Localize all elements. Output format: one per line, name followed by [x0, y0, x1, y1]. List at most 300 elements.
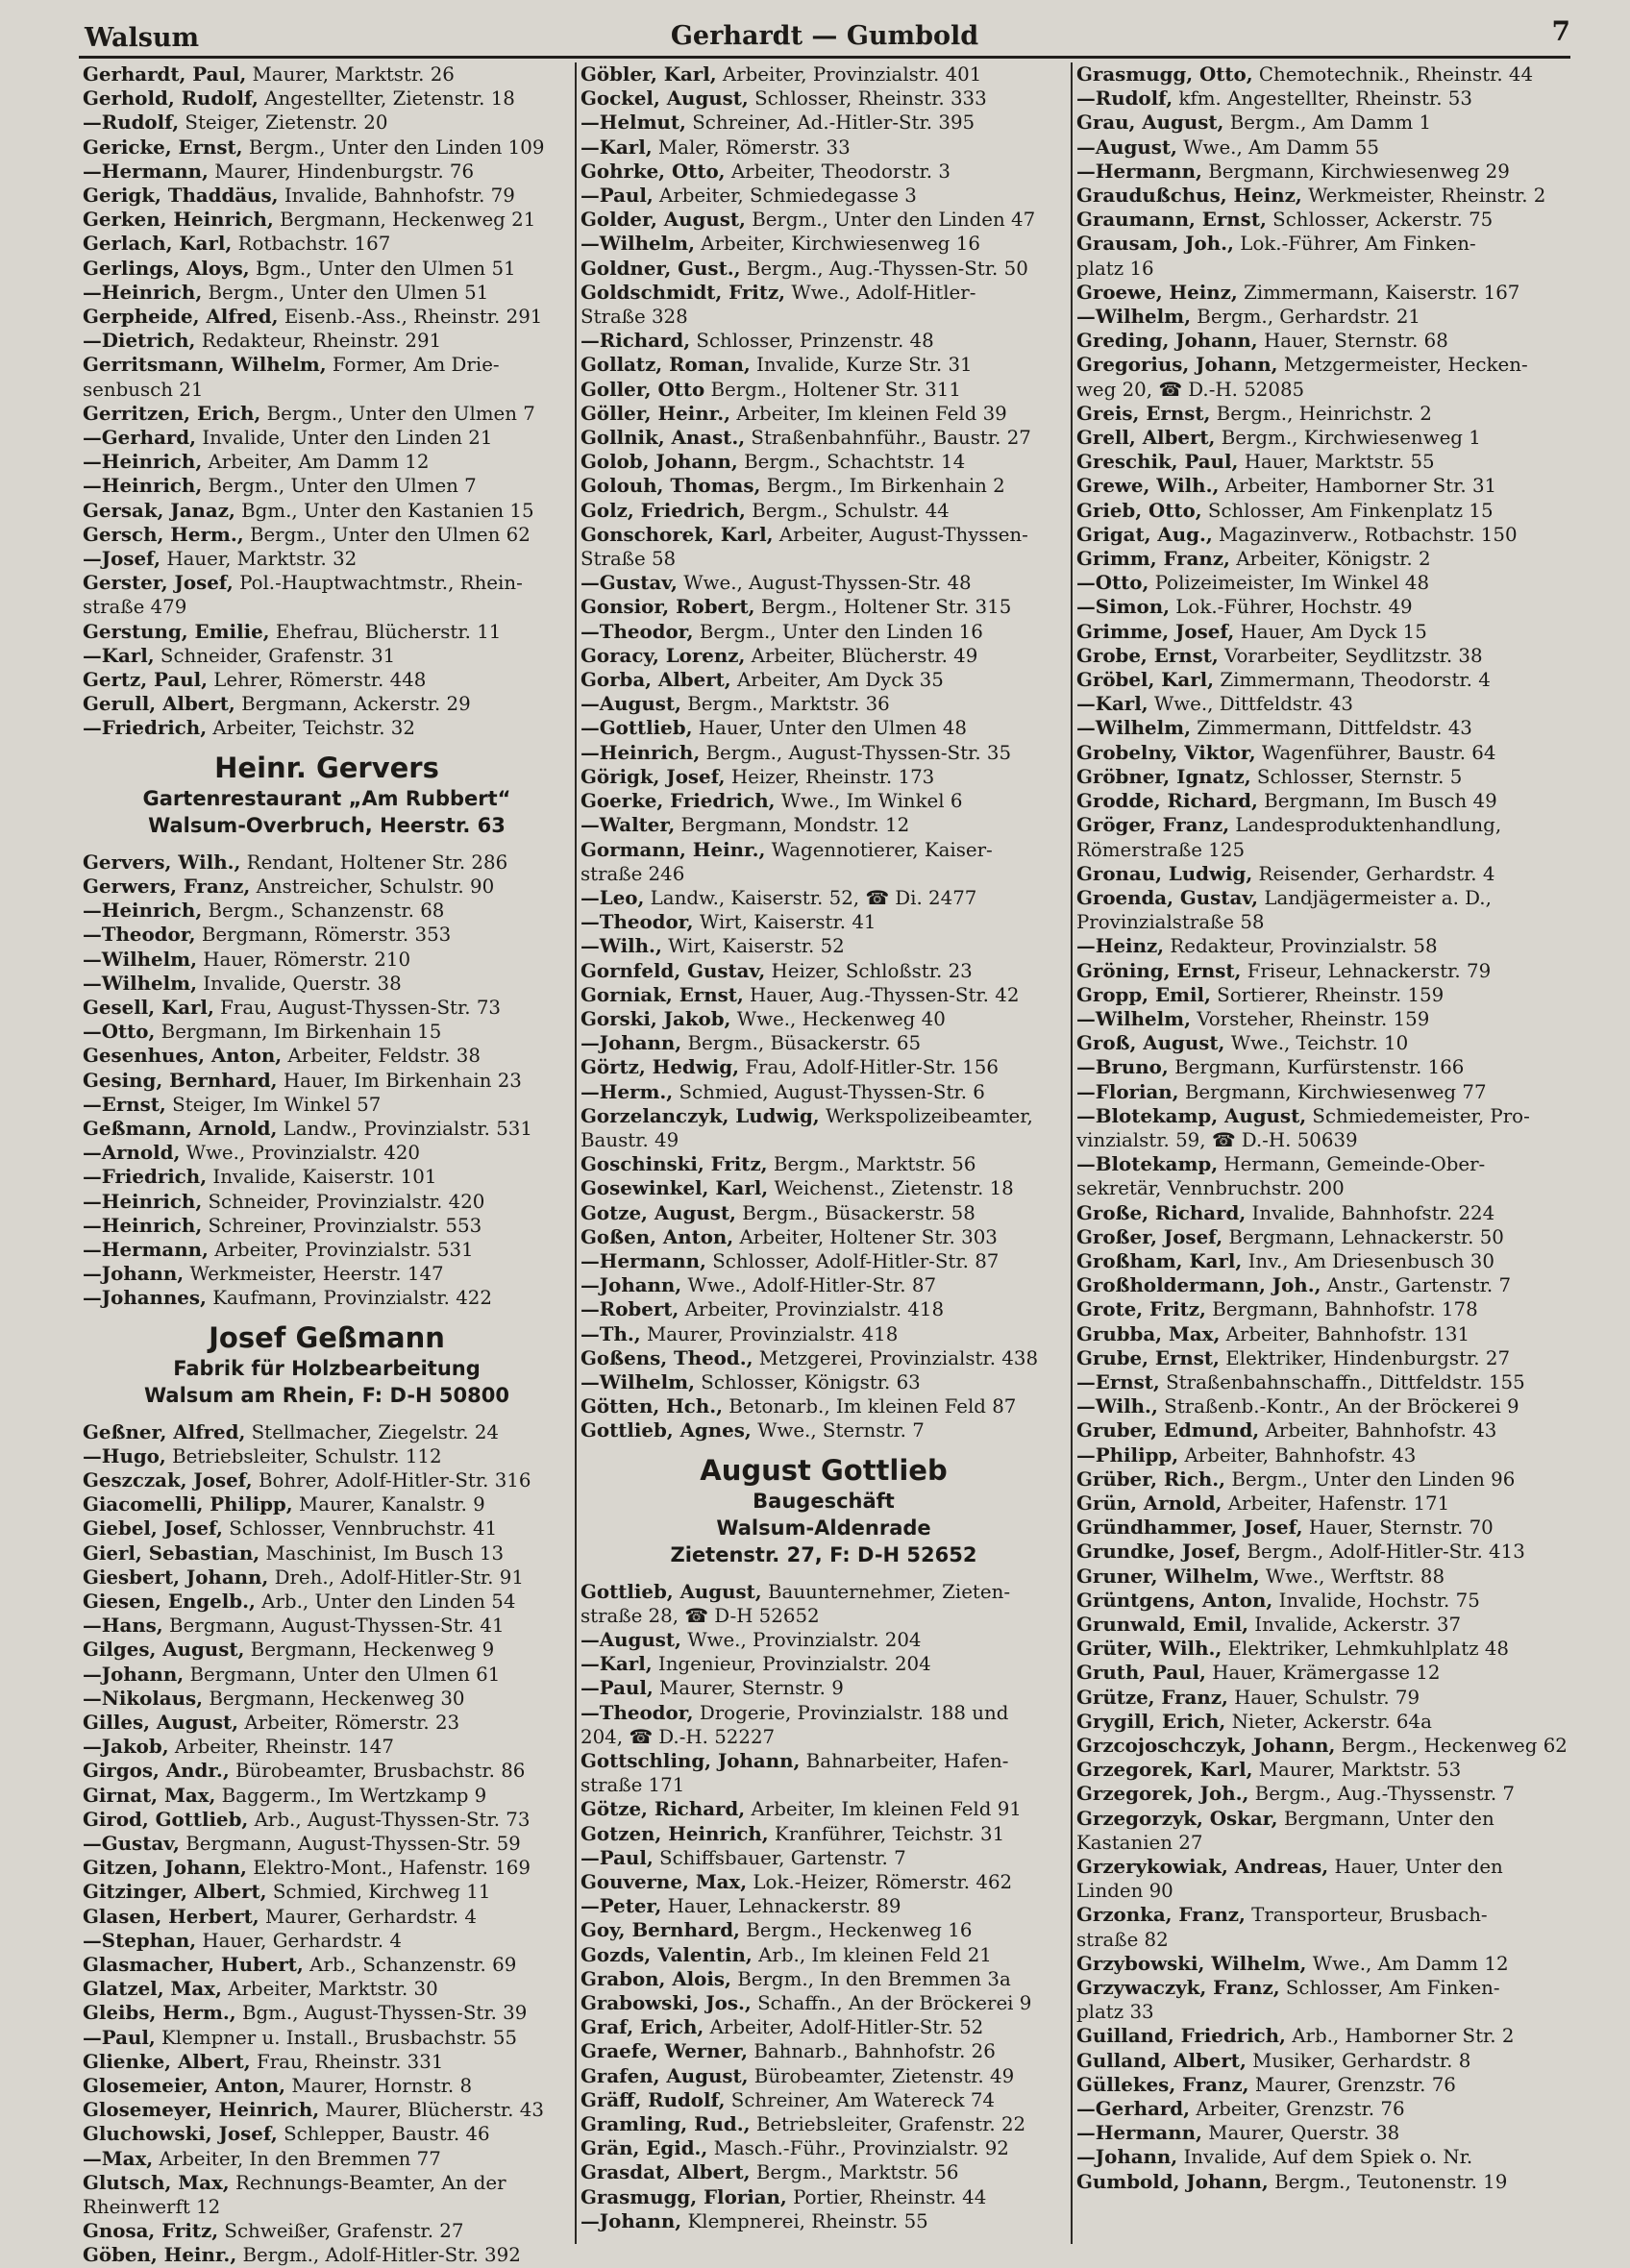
ad-title: Heinr. Gervers — [214, 751, 439, 784]
directory-entry — [83, 474, 571, 498]
entry-name: Grygill, Erich, — [1076, 1709, 1226, 1733]
entry-details: Schneider, Provinzialstr. 420 — [208, 1190, 485, 1213]
directory-entry — [580, 1104, 1067, 1128]
entry-name: —Max, — [83, 2146, 154, 2170]
entry-details: Bergmann, Kirchwiesenweg 77 — [1184, 1080, 1487, 1103]
entry-details: Schmied, Kirchweg 11 — [272, 1881, 491, 1904]
entry-details: Bergmann, August-Thyssen-Str. 41 — [169, 1615, 505, 1638]
entry-details: Hauer, Römerstr. 210 — [203, 948, 411, 971]
entry-name: Grzegorzyk, Oskar, — [1076, 1806, 1278, 1830]
directory-entry — [580, 1297, 1067, 1321]
directory-entry — [580, 2112, 1067, 2136]
directory-entry — [1076, 1976, 1563, 2000]
entry-name: Gotze, August, — [580, 1200, 736, 1224]
entry-details: Schneider, Grafenstr. 31 — [160, 644, 396, 667]
entry-name: —Gerhard, — [83, 426, 197, 450]
entry-name: —Heinz, — [1076, 934, 1165, 958]
directory-entry — [83, 1141, 571, 1165]
entry-name: Güllekes, Franz, — [1076, 2072, 1249, 2096]
entry-details: Bergm., Unter den Linden 47 — [752, 209, 1036, 232]
directory-entry — [83, 62, 571, 86]
directory-entry — [1076, 934, 1563, 958]
entry-name: —Robert, — [580, 1297, 679, 1321]
entry-details: Inv., Am Driesenbusch 30 — [1247, 1249, 1494, 1272]
directory-entry — [83, 1832, 571, 1856]
ad-title: Josef Geßmann — [209, 1320, 445, 1354]
entry-name: Gosewinkel, Karl, — [580, 1176, 769, 1200]
directory-entry — [1076, 1540, 1563, 1564]
entry-name: Gerlings, Aloys, — [83, 256, 250, 280]
entry-details: Wirt, Kaiserstr. 52 — [668, 935, 845, 958]
entry-name: Glosemeier, Anton, — [83, 2074, 286, 2098]
entry-continuation — [1076, 838, 1563, 862]
entry-name: Gonsior, Robert, — [580, 595, 755, 619]
entry-name: —Stephan, — [83, 1928, 197, 1952]
entry-name: —Karl, — [1076, 692, 1148, 716]
directory-entry — [1076, 1152, 1563, 1176]
entry-details: Hauer, Sternstr. 68 — [1263, 330, 1448, 353]
entry-name: —Wilh., — [580, 934, 662, 958]
entry-details: Schreiner, Am Watereck 74 — [730, 2088, 996, 2111]
directory-entry — [1076, 1467, 1563, 1491]
entry-name: —Wilhelm, — [83, 971, 197, 995]
entry-continuation — [1076, 378, 1563, 402]
entry-name: —Hans, — [83, 1614, 163, 1638]
entry-name: Giacomelli, Philipp, — [83, 1492, 293, 1516]
entry-details: Schlosser, Am Finken- — [1285, 1977, 1500, 2000]
entry-name: Gerhardt, Paul, — [83, 62, 247, 86]
entry-continuation — [580, 1128, 1067, 1152]
entry-details: Straße 328 — [580, 306, 688, 329]
entry-details: Arbeiter, In den Bremmen 77 — [159, 2147, 441, 2170]
entry-name: Goldschmidt, Fritz, — [580, 280, 786, 304]
directory-entry — [1076, 959, 1563, 983]
entry-details: straße 246 — [580, 862, 685, 885]
entry-name: —Heinrich, — [83, 474, 203, 498]
entry-name: Guilland, Friedrich, — [1076, 2024, 1286, 2048]
entry-details: Bergm., Marktstr. 56 — [755, 2161, 959, 2184]
entry-details: Arbeiter, Marktstr. 30 — [228, 1978, 438, 2001]
entry-details: Landw., Kaiserstr. 52, ☎ Di. 2477 — [650, 886, 977, 909]
directory-entry — [83, 972, 571, 996]
entry-details: Hauer, Unter den Ulmen 48 — [698, 717, 967, 740]
entry-name: —Friedrich, — [83, 1165, 208, 1189]
entry-details: Arbeiter, August-Thyssen- — [778, 523, 1028, 546]
entry-details: Polizeimeister, Im Winkel 48 — [1154, 572, 1430, 595]
entry-details: Bergm., Heinrichstr. 2 — [1216, 402, 1432, 425]
entry-continuation — [83, 378, 571, 402]
directory-entry — [1076, 741, 1563, 765]
entry-details: platz 33 — [1076, 2001, 1154, 2024]
entry-name: Geszczak, Josef, — [83, 1467, 253, 1491]
advertisement — [580, 1453, 1067, 1568]
entry-details: senbusch 21 — [83, 378, 204, 401]
directory-entry — [1076, 329, 1563, 353]
entry-name: Gröning, Ernst, — [1076, 958, 1242, 982]
entry-details: 204, ☎ D.-H. 52227 — [580, 1725, 776, 1748]
directory-entry — [580, 402, 1067, 426]
directory-entry — [580, 1152, 1067, 1176]
directory-entry — [580, 2064, 1067, 2088]
directory-entry — [1076, 450, 1563, 474]
entry-details: Bergmann, Ackerstr. 29 — [241, 693, 471, 716]
entry-continuation — [1076, 910, 1563, 934]
entry-details: Bergm., Marktstr. 36 — [687, 693, 890, 716]
directory-entry — [83, 1614, 571, 1638]
entry-name: Gervers, Wilh., — [83, 850, 241, 874]
entry-name: Geßmann, Arnold, — [83, 1116, 278, 1140]
entry-details: Hermann, Gemeinde-Ober- — [1223, 1153, 1486, 1176]
entry-name: —Johann, — [83, 1262, 185, 1286]
entry-name: Geßner, Alfred, — [83, 1419, 246, 1443]
entry-name: Grüter, Wilh., — [1076, 1637, 1222, 1661]
entry-name: Grzywaczyk, Franz, — [1076, 1976, 1280, 2000]
directory-entry — [83, 571, 571, 595]
entry-name: —Wilhelm, — [1076, 305, 1191, 329]
directory-entry — [83, 1286, 571, 1310]
entry-name: —Theodor, — [580, 619, 694, 643]
directory-entry — [580, 1870, 1067, 1894]
entry-name: —Walter, — [580, 813, 676, 837]
directory-entry — [580, 232, 1067, 256]
entry-details: Lok.-Heizer, Römerstr. 462 — [753, 1871, 1013, 1894]
directory-entry — [580, 789, 1067, 813]
entry-details: Bergmann, Im Birkenhain 15 — [161, 1021, 442, 1044]
entry-name: Gerhold, Rudolf, — [83, 86, 259, 111]
entry-details: Invalide, Bahnhofstr. 224 — [1251, 1201, 1495, 1224]
directory-entry — [1076, 765, 1563, 789]
entry-name: —Paul, — [83, 2025, 156, 2049]
directory-entry — [83, 996, 571, 1020]
entry-name: —Gottlieb, — [580, 716, 693, 740]
entry-name: Grzerykowiak, Andreas, — [1076, 1855, 1329, 1879]
entry-name: Gerull, Albert, — [83, 692, 235, 716]
entry-name: Gerlach, Karl, — [83, 232, 233, 256]
entry-details: Maurer, Kanalstr. 9 — [298, 1493, 485, 1516]
entry-details: Former, Am Drie- — [332, 354, 500, 377]
entry-name: Grzegorek, Karl, — [1076, 1758, 1253, 1782]
directory-entry — [580, 1418, 1067, 1442]
entry-name: Grabowski, Jos., — [580, 1991, 752, 2015]
entry-details: Bergm., Holtener Str. 315 — [760, 596, 1012, 619]
entry-name: Grüber, Rich., — [1076, 1467, 1226, 1491]
entry-name: —Simon, — [1076, 595, 1170, 619]
column-2 — [575, 62, 1071, 2244]
entry-name: Gropp, Emil, — [1076, 982, 1211, 1006]
directory-entry — [580, 2015, 1067, 2039]
directory-entry — [1076, 1031, 1563, 1055]
directory-entry — [83, 1238, 571, 1262]
directory-entry — [580, 1676, 1067, 1700]
directory-entry — [1076, 1007, 1563, 1031]
entry-details: Bergm., Gerhardstr. 21 — [1197, 306, 1421, 329]
directory-entry — [1076, 1758, 1563, 1782]
entry-name: —Ernst, — [83, 1092, 166, 1116]
entry-details: Werkmeister, Rheinstr. 2 — [1308, 185, 1546, 208]
directory-entry — [1076, 2024, 1563, 2048]
entry-details: Hauer, Marktstr. 32 — [166, 548, 358, 571]
entry-details: Straßenbahnschaffn., Dittfeldstr. 155 — [1166, 1370, 1525, 1393]
entry-name: Gröbner, Ignatz, — [1076, 764, 1251, 788]
entry-details: Bergm., Schachtstr. 14 — [744, 451, 966, 474]
entry-name: Glutsch, Max, — [83, 2170, 230, 2194]
entry-details: Bergm., Adolf-Hitler-Str. 413 — [1247, 1541, 1525, 1564]
directory-entry — [83, 499, 571, 523]
entry-details: Straßenbahnführ., Baustr. 27 — [751, 427, 1031, 450]
entry-name: Grau, August, — [1076, 111, 1224, 135]
entry-details: Wwe., August-Thyssen-Str. 48 — [683, 572, 972, 595]
entry-name: Görtz, Hedwig, — [580, 1055, 740, 1079]
directory-entry — [1076, 1516, 1563, 1540]
directory-entry — [580, 2088, 1067, 2112]
entry-details: Kranführer, Teichstr. 31 — [774, 1822, 1005, 1845]
entry-details: Musiker, Gerhardstr. 8 — [1252, 2049, 1471, 2072]
entry-name: Girod, Gottlieb, — [83, 1807, 249, 1831]
entry-details: Bergm., Aug.-Thyssenstr. 7 — [1254, 1783, 1515, 1806]
directory-entry — [83, 1590, 571, 1614]
directory-entry — [580, 2160, 1067, 2184]
ad-line: Walsum-Aldenrade — [716, 1516, 931, 1540]
ad-line: Fabrik für Holzbearbeitung — [173, 1356, 481, 1380]
entry-name: Gericke, Ernst, — [83, 135, 243, 159]
directory-entry — [1076, 86, 1563, 111]
entry-name: Gottlieb, Agnes, — [580, 1418, 752, 1442]
entry-details: Bergm., Unter den Linden 16 — [699, 620, 983, 643]
directory-entry — [580, 910, 1067, 934]
entry-details: Wwe., Adolf-Hitler- — [791, 281, 976, 304]
entry-details: Wwe., Heckenweg 40 — [736, 1007, 946, 1030]
directory-entry — [1076, 1952, 1563, 1976]
entry-details: Stellmacher, Ziegelstr. 24 — [251, 1420, 500, 1443]
directory-entry — [83, 2171, 571, 2195]
entry-name: Gockel, August, — [580, 86, 749, 111]
directory-entry — [83, 850, 571, 875]
entry-name: —Wilhelm, — [83, 947, 197, 971]
directory-entry — [580, 329, 1067, 353]
entry-name: Grigat, Aug., — [1076, 522, 1213, 546]
entry-details: Maurer, Gerhardstr. 4 — [264, 1905, 477, 1928]
directory-entry — [1076, 1273, 1563, 1297]
directory-entry — [580, 523, 1067, 547]
directory-entry — [83, 1044, 571, 1068]
entry-details: Masch.-Führ., Provinzialstr. 92 — [713, 2137, 1009, 2160]
directory-entry — [83, 1880, 571, 1904]
entry-name: Grimme, Josef, — [1076, 619, 1235, 643]
entry-details: Heizer, Schloßstr. 23 — [771, 959, 973, 982]
advertisement — [83, 1320, 571, 1409]
entry-name: —Heinrich, — [83, 1189, 203, 1213]
entry-name: Grimm, Franz, — [1076, 547, 1230, 571]
entry-details: Bürobeamter, Zietenstr. 49 — [753, 2064, 1015, 2087]
entry-details: Elektro-Mont., Hafenstr. 169 — [253, 1857, 531, 1880]
entry-details: Bergm., August-Thyssen-Str. 35 — [705, 741, 1012, 764]
directory-entry — [83, 184, 571, 208]
directory-entry — [580, 571, 1067, 595]
directory-entry — [1076, 1661, 1563, 1685]
entry-details: Arbeiter, Provinzialstr. 531 — [214, 1238, 474, 1261]
entry-name: Gnosa, Fritz, — [83, 2219, 219, 2243]
entry-details: Schlepper, Baustr. 46 — [284, 2123, 490, 2146]
directory-entry — [83, 232, 571, 256]
entry-details: Bahnarb., Bahnhofstr. 26 — [753, 2040, 996, 2063]
page-number: 7 — [1551, 15, 1570, 47]
entry-details: Elektriker, Lehmkuhlplatz 48 — [1227, 1638, 1510, 1661]
entry-details: Arbeiter, Kirchwiesenweg 16 — [701, 233, 980, 256]
directory-entry — [83, 523, 571, 547]
directory-entry — [83, 450, 571, 474]
directory-entry — [580, 1201, 1067, 1225]
directory-entry — [580, 1580, 1067, 1604]
entry-details: Bergm., Unter den Linden 96 — [1231, 1467, 1516, 1491]
entry-name: Gorski, Jakob, — [580, 1006, 731, 1030]
directory-entry — [580, 620, 1067, 644]
entry-continuation — [83, 2195, 571, 2219]
entry-details: Nieter, Ackerstr. 64a — [1231, 1710, 1432, 1733]
directory-entry — [1076, 1104, 1563, 1128]
directory-entry — [580, 378, 1067, 402]
columns — [79, 62, 1570, 2267]
directory-entry — [83, 426, 571, 450]
directory-entry — [83, 1492, 571, 1516]
entry-name: Graefe, Werner, — [580, 2039, 749, 2063]
entry-name: —Herm., — [580, 1079, 674, 1103]
directory-entry — [83, 1069, 571, 1093]
entry-details: Zimmermann, Kaiserstr. 167 — [1244, 281, 1520, 304]
directory-entry — [580, 1055, 1067, 1079]
entry-details: Arbeiter, Grenzstr. 76 — [1196, 2098, 1405, 2121]
entry-name: Graumann, Ernst, — [1076, 208, 1267, 232]
entry-name: Großham, Karl, — [1076, 1248, 1243, 1272]
entry-details: Arbeiter, Feldstr. 38 — [287, 1045, 481, 1068]
directory-entry — [1076, 2145, 1563, 2169]
directory-entry — [83, 668, 571, 692]
entry-name: Gronau, Ludwig, — [1076, 861, 1253, 885]
entry-name: Goy, Bernhard, — [580, 1918, 740, 1942]
directory-entry — [580, 983, 1067, 1007]
directory-entry — [580, 257, 1067, 281]
entry-name: Gluchowski, Josef, — [83, 2122, 278, 2146]
directory-entry — [83, 1262, 571, 1286]
directory-entry — [83, 2147, 571, 2171]
directory-entry — [580, 934, 1067, 958]
entry-name: Gesell, Karl, — [83, 995, 214, 1019]
directory-entry — [1076, 2121, 1563, 2145]
entry-details: Reisender, Gerhardstr. 4 — [1258, 862, 1495, 885]
entry-name: Gouverne, Max, — [580, 1870, 748, 1894]
directory-entry — [580, 1322, 1067, 1346]
entry-continuation — [580, 862, 1067, 886]
directory-entry — [83, 257, 571, 281]
directory-entry — [83, 2243, 571, 2267]
directory-entry — [1076, 1686, 1563, 1710]
entry-details: Baustr. 49 — [580, 1128, 679, 1151]
entry-details: Zimmermann, Theodorstr. 4 — [1220, 669, 1491, 692]
entry-name: —Heinrich, — [83, 899, 203, 923]
entry-name: Goßens, Theod., — [580, 1345, 753, 1369]
entry-name: Giesbert, Johann, — [83, 1565, 269, 1589]
directory-entry — [580, 1822, 1067, 1846]
directory-entry — [83, 1856, 571, 1880]
entry-name: Grabon, Alois, — [580, 1966, 731, 1990]
entry-details: Vorsteher, Rheinstr. 159 — [1197, 1007, 1430, 1030]
entry-name: Gormann, Heinr., — [580, 837, 766, 861]
entry-name: —Wilhelm, — [580, 1369, 695, 1393]
directory-entry — [83, 402, 571, 426]
entry-name: —August, — [1076, 135, 1177, 159]
entry-details: Bergmann, Kirchwiesenweg 29 — [1208, 160, 1510, 183]
directory-entry — [1076, 2049, 1563, 2073]
directory-entry — [1076, 1734, 1568, 1758]
entry-name: —Bruno, — [1076, 1055, 1169, 1079]
entry-name: Grüntgens, Anton, — [1076, 1588, 1273, 1612]
entry-name: —Johann, — [1076, 2145, 1178, 2169]
directory-entry — [83, 899, 571, 923]
entry-name: Gorniak, Ernst, — [580, 982, 744, 1006]
entry-details: Metzgerei, Provinzialstr. 438 — [758, 1346, 1039, 1369]
entry-details: Bergm., Unter den Ulmen 51 — [208, 281, 489, 304]
directory-entry — [580, 1943, 1067, 1967]
directory-entry — [580, 2185, 1067, 2209]
entry-name: Goldner, Gust., — [580, 256, 741, 280]
directory-entry — [580, 644, 1067, 668]
directory-entry — [83, 2001, 571, 2025]
directory-entry — [1076, 1782, 1563, 1806]
entry-details: kfm. Angestellter, Rheinstr. 53 — [1178, 87, 1472, 111]
entry-details: Schreiner, Provinzialstr. 553 — [208, 1214, 482, 1237]
advertisement — [83, 751, 571, 839]
directory-entry — [580, 136, 1067, 160]
entry-details: Bergm., Unter den Ulmen 62 — [249, 523, 531, 546]
entry-details: Frau, Rheinstr. 331 — [256, 2050, 444, 2073]
entry-details: Bergmann, Unter den — [1283, 1807, 1494, 1830]
entry-name: Gerigk, Thaddäus, — [83, 184, 279, 208]
entry-name: Girgos, Andr., — [83, 1759, 230, 1783]
entry-details: Redakteur, Rheinstr. 291 — [201, 330, 442, 353]
entry-details: Invalide, Kaiserstr. 101 — [212, 1166, 437, 1189]
directory-entry — [83, 1687, 571, 1711]
entry-name: Gesing, Bernhard, — [83, 1068, 278, 1092]
entry-details: Dreh., Adolf-Hitler-Str. 91 — [274, 1565, 524, 1589]
directory-entry — [580, 1346, 1067, 1370]
entry-details: Chemotechnik., Rheinstr. 44 — [1258, 63, 1534, 86]
entry-details: straße 28, ☎ D-H 52652 — [580, 1604, 820, 1627]
entry-name: Gerken, Heinrich, — [83, 208, 274, 232]
entry-name: Grzonka, Franz, — [1076, 1903, 1246, 1927]
directory-entry — [580, 741, 1067, 765]
entry-details: straße 479 — [83, 596, 187, 619]
directory-entry — [83, 620, 571, 644]
directory-entry — [580, 959, 1067, 983]
entry-name: Grän, Egid., — [580, 2136, 708, 2160]
entry-details: Rendant, Holtener Str. 286 — [246, 850, 508, 874]
entry-name: —Heinrich, — [83, 450, 203, 474]
ad-line: Gartenrestaurant „Am Rubbert“ — [142, 786, 511, 810]
entry-details: Schlosser, Rheinstr. 333 — [754, 87, 987, 111]
directory-entry — [83, 1977, 571, 2001]
directory-entry — [580, 426, 1067, 450]
directory-entry — [1076, 983, 1563, 1007]
entry-details: Arbeiter, Theodorstr. 3 — [730, 160, 951, 183]
entry-details: Wagennotierer, Kaiser- — [771, 838, 993, 861]
directory-entry — [1076, 2073, 1563, 2097]
entry-name: Glatzel, Max, — [83, 1977, 222, 2001]
entry-name: Gersch, Herm., — [83, 522, 244, 546]
entry-details: Landw., Provinzialstr. 531 — [283, 1117, 532, 1140]
entry-name: Grunwald, Emil, — [1076, 1613, 1248, 1636]
entry-name: Gotzen, Heinrich, — [580, 1821, 769, 1845]
entry-details: Arbeiter, Im kleinen Feld 91 — [751, 1798, 1022, 1821]
directory-entry — [580, 184, 1067, 208]
